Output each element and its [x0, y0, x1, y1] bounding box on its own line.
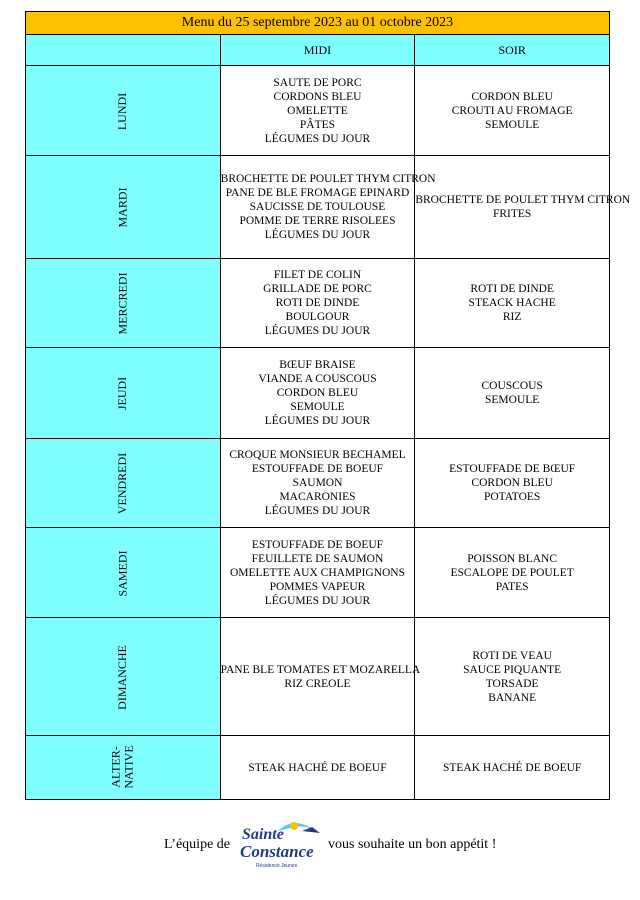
- day-cell: [26, 439, 221, 528]
- logo-line1: Sainte: [242, 826, 284, 843]
- dish-item: ROTI DE DINDE: [470, 283, 554, 295]
- day-cell: [26, 66, 221, 156]
- dish-item: OMELETTE AUX CHAMPIGNONS: [229, 566, 406, 579]
- header-soir: SOIR: [415, 35, 610, 66]
- soir-cell: [415, 736, 610, 800]
- dish-item: SEMOULE: [485, 394, 540, 406]
- dish-item: COUSCOUS: [481, 380, 543, 392]
- day-label: ALTER- NATIVE: [108, 744, 136, 789]
- dish-item: CROQUE MONSIEUR BECHAMEL: [229, 449, 406, 461]
- day-label: VENDREDI: [115, 452, 130, 515]
- dish-item: LÉGUMES DU JOUR: [264, 505, 371, 517]
- soir-cell: [415, 618, 610, 736]
- header-midi: MIDI: [220, 35, 415, 66]
- dish-item: PANE BLE TOMATES ET MOZARELLA: [220, 663, 421, 676]
- dish-item: GRILLADE DE PORC: [263, 283, 372, 295]
- header-corner: [26, 35, 221, 66]
- dish-item: SAUCE PIQUANTE: [463, 663, 562, 676]
- menu-title: Menu du 25 septembre 2023 au 01 octobre 2023: [26, 12, 610, 35]
- dish-item: RIZ CREOLE: [284, 677, 351, 690]
- dish-item: FILET DE COLIN: [273, 269, 362, 281]
- dish-item: RIZ: [502, 311, 522, 323]
- dish-item: PATES: [495, 580, 529, 593]
- midi-cell: [220, 528, 415, 618]
- dish-item: BANANE: [488, 691, 537, 704]
- dish-item: POMMES VAPEUR: [269, 580, 366, 593]
- dish-item: POMME DE TERRE RISOLEES: [239, 215, 396, 227]
- menu-table: [25, 11, 631, 800]
- day-cell: [26, 348, 221, 439]
- dish-item: LÉGUMES DU JOUR: [264, 594, 371, 607]
- title-row: [26, 12, 610, 35]
- midi-cell: [220, 259, 415, 348]
- midi-cell: [220, 618, 421, 736]
- dish-item: CORDON BLEU: [276, 387, 359, 399]
- dish-item: PANE DE BLE FROMAGE EPINARD: [225, 187, 410, 199]
- day-cell: [26, 259, 221, 348]
- dish-item: BOULGOUR: [285, 311, 350, 323]
- soir-cell: [415, 66, 610, 156]
- dish-item: BŒUF BRAISE: [279, 359, 356, 371]
- footer-suffix: vous souhaite un bon appétit !: [328, 837, 497, 852]
- dish-item: POISSON BLANC: [467, 552, 558, 565]
- day-label: LUNDI: [115, 92, 130, 130]
- sainte-constance-logo: [236, 817, 328, 873]
- dish-item: STEAK HACHÉ DE BOEUF: [442, 761, 582, 774]
- day-row: [26, 439, 610, 528]
- dish-item: ESTOUFFADE DE BOEUF: [251, 463, 384, 475]
- dish-item: SEMOULE: [290, 401, 345, 413]
- midi-cell: [220, 156, 436, 259]
- day-cell: [26, 156, 221, 259]
- footer-prefix: L’équipe de: [164, 837, 230, 852]
- dish-item: CORDONS BLEU: [273, 90, 362, 103]
- midi-cell: [220, 66, 415, 156]
- soir-cell: [415, 259, 610, 348]
- day-label: MARDI: [115, 187, 130, 228]
- day-row: [26, 618, 610, 736]
- day-label: MERCREDI: [115, 272, 130, 335]
- day-label: JEUDI: [115, 376, 130, 411]
- day-cell: [26, 618, 221, 736]
- day-row: [26, 736, 610, 800]
- dish-item: CORDON BLEU: [471, 477, 553, 489]
- midi-cell: [220, 348, 415, 439]
- dish-item: ESTOUFFADE DE BŒUF: [449, 463, 576, 475]
- day-cell: [26, 736, 221, 800]
- dish-item: ROTI DE VEAU: [472, 649, 552, 662]
- midi-cell: [220, 439, 415, 528]
- dish-item: ESTOUFFADE DE BOEUF: [251, 538, 384, 551]
- soir-cell: [415, 439, 610, 528]
- day-label: DIMANCHE: [115, 644, 130, 710]
- soir-cell: [415, 528, 610, 618]
- dish-item: PÂTES: [299, 118, 336, 131]
- dish-item: CROUTI AU FROMAGE: [451, 104, 573, 117]
- dish-item: LÉGUMES DU JOUR: [264, 132, 371, 145]
- dish-item: LÉGUMES DU JOUR: [264, 325, 371, 337]
- day-row: [26, 528, 610, 618]
- soir-cell: [415, 348, 610, 439]
- dish-item: BROCHETTE DE POULET THYM CITRON: [415, 194, 631, 206]
- dish-item: SAUMON: [292, 477, 343, 489]
- dish-item: SEMOULE: [485, 118, 540, 131]
- dish-item: CORDON BLEU: [471, 90, 553, 103]
- midi-cell: [220, 736, 415, 800]
- logo-roof-icon: [302, 827, 320, 833]
- day-cell: [26, 528, 221, 618]
- dish-item: SAUCISSE DE TOULOUSE: [249, 201, 386, 213]
- dish-item: ESCALOPE DE POULET: [450, 566, 574, 579]
- dish-item: POTATOES: [483, 491, 541, 503]
- footer: [0, 815, 640, 875]
- dish-item: LÉGUMES DU JOUR: [264, 415, 371, 427]
- dish-item: SAUTE DE PORC: [273, 76, 362, 89]
- day-label: SAMEDI: [115, 549, 130, 597]
- dish-item: LÉGUMES DU JOUR: [264, 229, 371, 241]
- dish-item: MACARONIES: [279, 491, 356, 503]
- day-row: [26, 156, 610, 259]
- dish-item: FRITES: [492, 208, 532, 220]
- dish-item: ROTI DE DINDE: [275, 297, 360, 309]
- dish-item: FEUILLETE DE SAUMON: [251, 552, 384, 565]
- dish-item: VIANDE A COUSCOUS: [258, 373, 377, 385]
- dish-item: STEACK HACHE: [468, 297, 556, 309]
- dish-item: TORSADE: [485, 677, 539, 690]
- logo-line2: Constance: [240, 842, 314, 861]
- dish-item: OMELETTE: [287, 104, 348, 117]
- day-row: [26, 259, 610, 348]
- day-row: [26, 66, 610, 156]
- day-row: [26, 348, 610, 439]
- soir-cell: [415, 156, 631, 259]
- header-row: [26, 35, 610, 66]
- logo-sun-icon: [290, 822, 298, 830]
- dish-item: BROCHETTE DE POULET THYM CITRON: [220, 173, 436, 185]
- logo-tagline: Résidence Jeunes: [256, 863, 298, 869]
- dish-item: STEAK HACHÉ DE BOEUF: [248, 761, 387, 774]
